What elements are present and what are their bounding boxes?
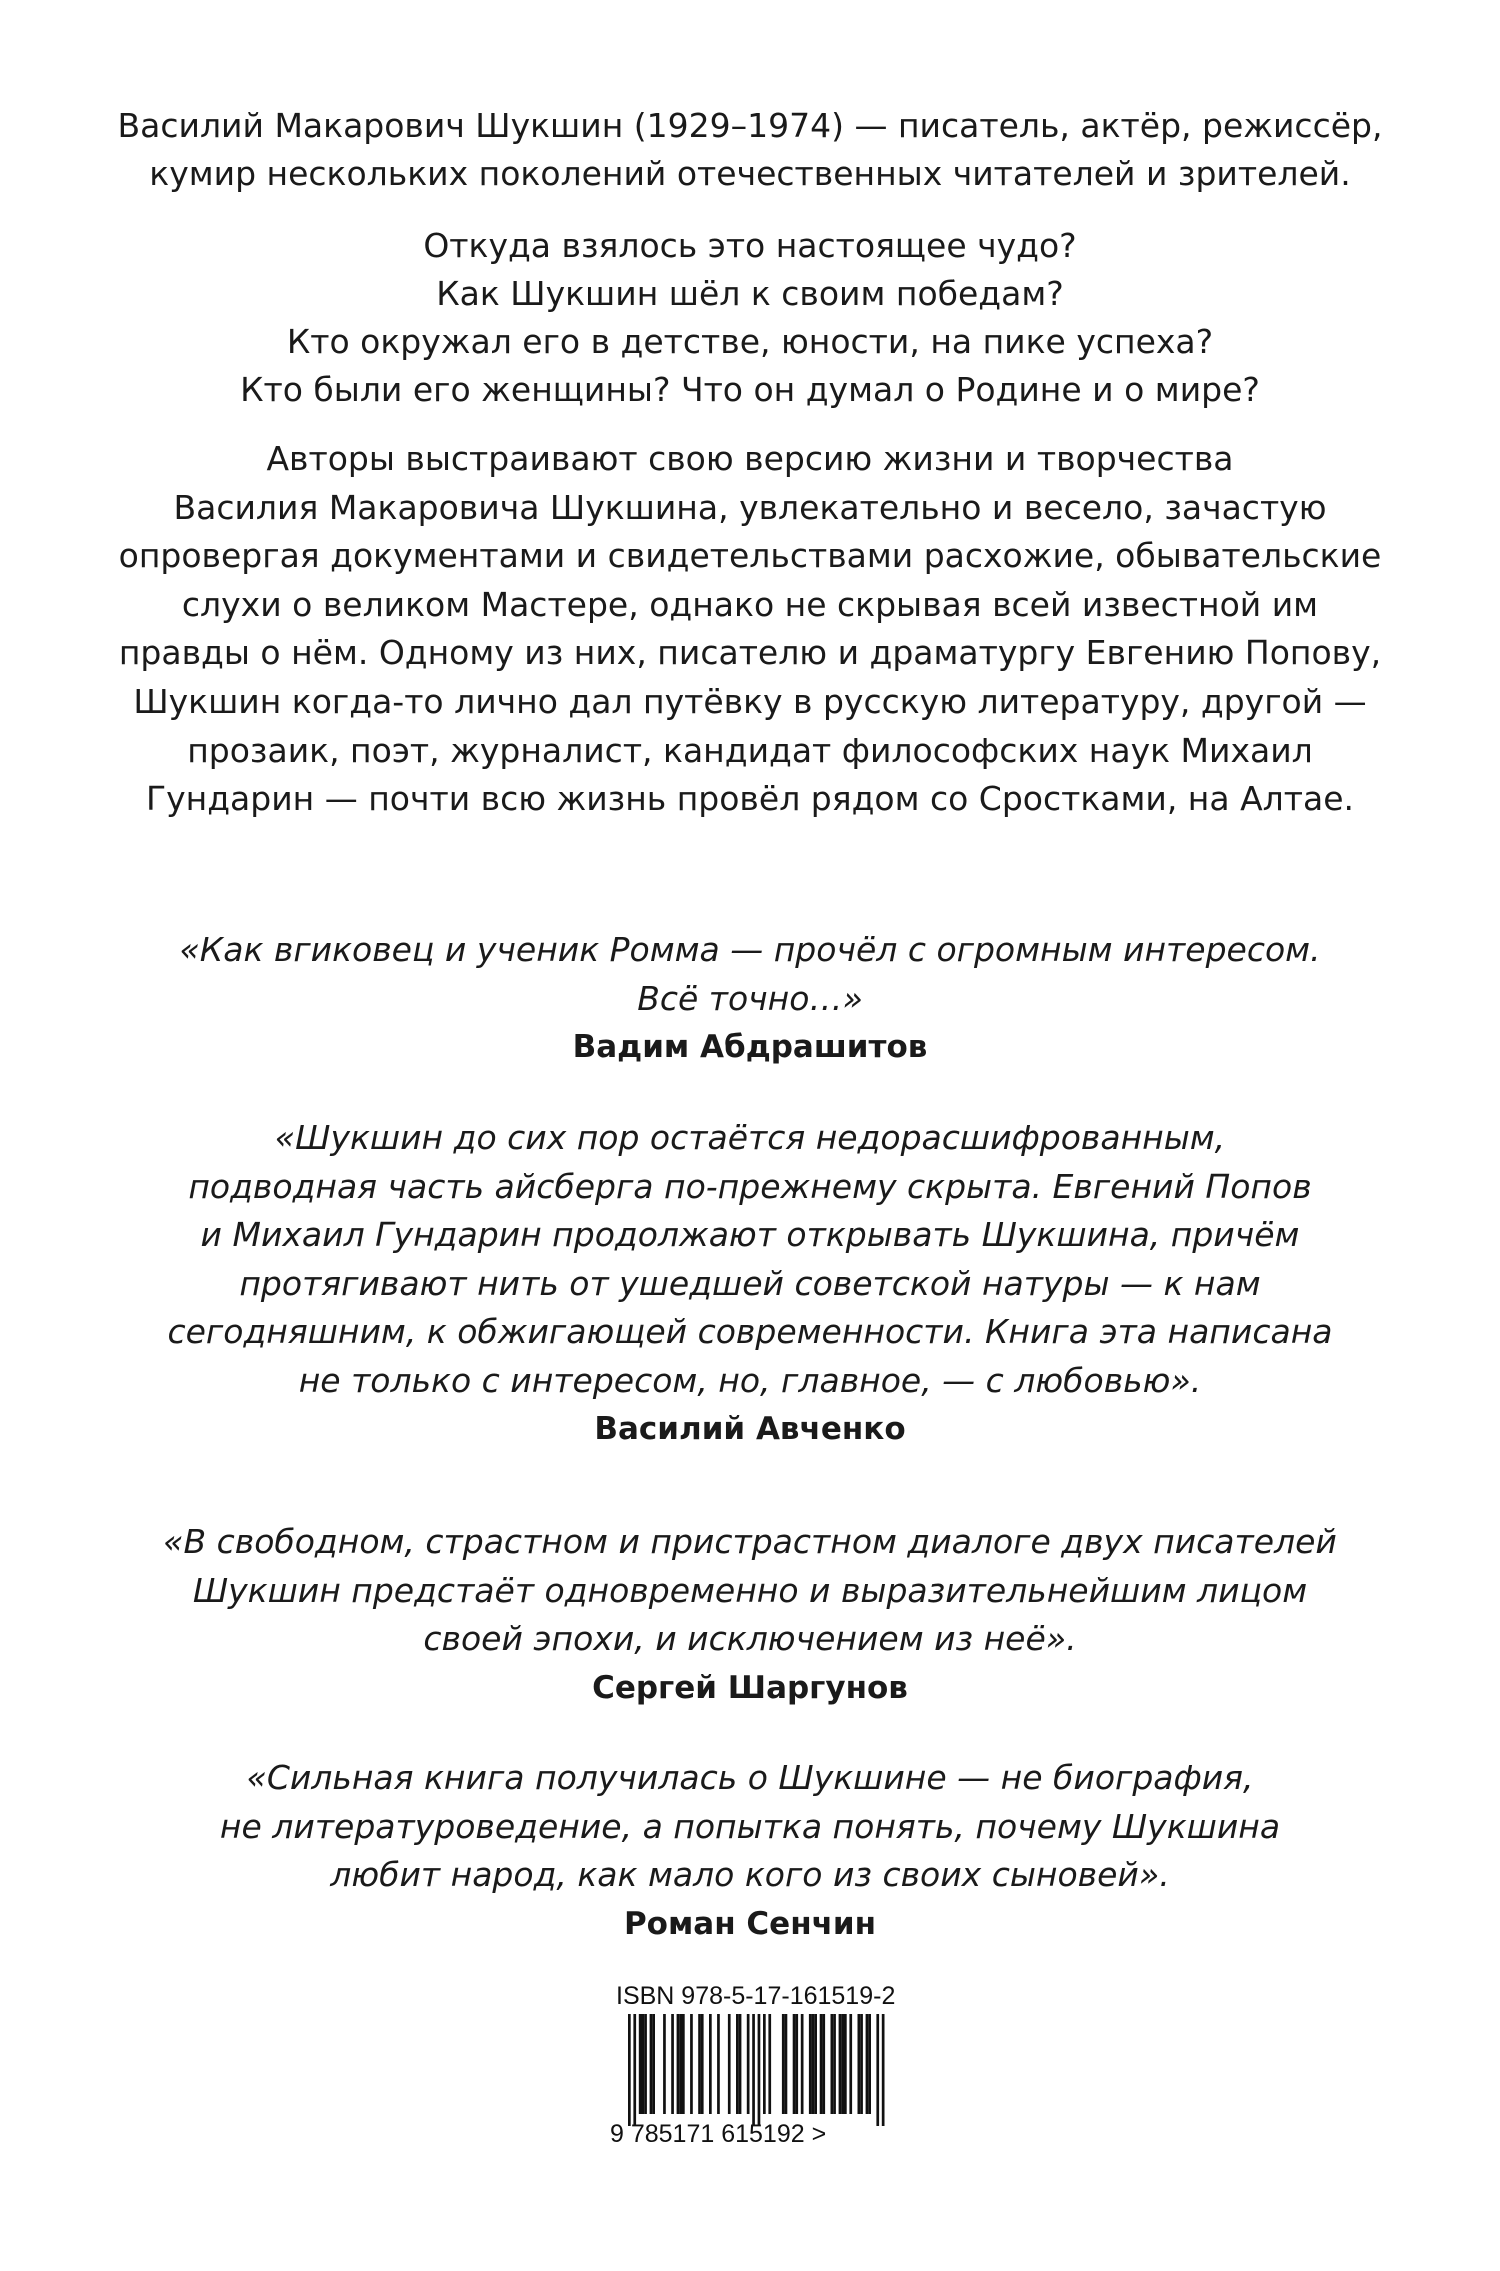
barcode-bar	[868, 2014, 871, 2114]
quote-line: «Сильная книга получилась о Шукшине — не биография,	[246, 1758, 1254, 1797]
quote-line: «Как вгиковец и ученик Ромма — прочёл с огромным интересом.	[179, 930, 1321, 969]
barcode-bar	[652, 2014, 655, 2114]
quote-line: подводная часть айсберга по-прежнему скрыта. Евгений Попов	[188, 1166, 1312, 1206]
review-senchin	[90, 1754, 1410, 1948]
isbn-barcode	[610, 1982, 910, 2172]
barcode-bar	[833, 2014, 836, 2114]
barcode-bar	[809, 2014, 812, 2114]
quote-line: не только с интересом, но, главное, — с любовью».	[298, 1360, 1202, 1400]
barcode-bar	[793, 2014, 796, 2114]
barcode-bar	[814, 2014, 817, 2114]
barcode-bar	[866, 2014, 869, 2114]
barcode-bar	[747, 2014, 750, 2114]
questions-paragraph	[90, 222, 1410, 414]
review-author: Василий Авченко	[594, 1411, 906, 1447]
quote-line: «Шукшин до сих пор остаётся недорасшифрованным,	[274, 1118, 1226, 1157]
barcode-bar	[679, 2014, 682, 2114]
barcode-bar	[795, 2014, 798, 2114]
review-author: Вадим Абдрашитов	[572, 1029, 928, 1065]
barcode-bar	[690, 2014, 693, 2114]
question-line: Кто окружал его в детстве, юности, на пике успеха?	[286, 322, 1214, 361]
barcode-bar	[758, 2014, 761, 2126]
review-author: Роман Сенчин	[623, 1905, 877, 1942]
barcode-bar	[820, 2014, 823, 2114]
question-line: Как Шукшин шёл к своим победам?	[436, 274, 1064, 313]
barcode-bar	[642, 2014, 645, 2114]
barcode-bar	[839, 2014, 842, 2114]
about-line: слухи о великом Мастере, однако не скрывая всей известной им	[181, 584, 1319, 624]
barcode-bar	[728, 2014, 731, 2114]
review-quote	[90, 1754, 1410, 1900]
barcode-bar	[663, 2014, 666, 2114]
quote-line: Всё точно…»	[637, 978, 863, 1018]
barcode-bar	[671, 2014, 674, 2114]
barcode-bar	[801, 2014, 804, 2114]
barcode-bar	[650, 2014, 653, 2114]
about-line: Шукшин когда-то лично дал путёвку в русскую литературу, другой —	[133, 681, 1367, 721]
quote-line: Шукшин предстаёт одновременно и выразительнейшим лицом	[192, 1570, 1308, 1610]
isbn-label: ISBN 978-5-17-161519-2	[616, 1982, 896, 2010]
barcode-bar	[698, 2014, 701, 2114]
intro-paragraph	[90, 102, 1410, 198]
quote-line: сегодняшним, к обжигающей современности. Книга эта написана	[167, 1312, 1333, 1351]
review-quote	[90, 926, 1410, 1023]
barcode-digits: 9 785171 615192 >	[610, 2120, 827, 2148]
question-line: Кто были его женщины? Что он думал о Родине и о мире?	[240, 370, 1260, 409]
barcode-bar	[752, 2014, 755, 2126]
quote-line: не литературоведение, а попытка понять, почему Шукшина	[219, 1806, 1281, 1846]
barcode-bar	[860, 2014, 863, 2114]
barcode-bar	[628, 2014, 631, 2126]
barcode-bar	[644, 2014, 647, 2114]
barcode-bar	[812, 2014, 815, 2114]
quote-line: своей эпохи, и исключением из неё».	[423, 1619, 1077, 1658]
intro-line: Василий Макарович Шукшин (1929–1974) — писатель, актёр, режиссёр,	[117, 106, 1383, 145]
question-line: Откуда взялось это настоящее чудо?	[423, 226, 1077, 265]
barcode-bar	[717, 2014, 720, 2114]
barcode-bar	[739, 2014, 742, 2114]
barcode-bar	[633, 2014, 636, 2126]
quote-line: любит народ, как мало кого из своих сыновей».	[330, 1855, 1170, 1894]
barcode-bar	[768, 2014, 771, 2114]
barcode-bar	[639, 2014, 642, 2114]
barcode-bar	[677, 2014, 680, 2114]
barcode-bar	[876, 2014, 879, 2126]
barcode-bar	[763, 2014, 766, 2114]
barcode-bar	[882, 2014, 885, 2126]
review-shargunov	[90, 1518, 1410, 1712]
quote-line: «В свободном, страстном и пристрастном диалоге двух писателей	[163, 1522, 1337, 1561]
review-author: Сергей Шаргунов	[592, 1669, 908, 1706]
barcode-bar	[701, 2014, 704, 2114]
barcode-bars	[610, 2014, 900, 2126]
barcode-bar	[831, 2014, 834, 2114]
review-abdrashitov	[90, 926, 1410, 1071]
barcode-bar	[785, 2014, 788, 2114]
barcode-bar	[682, 2014, 685, 2114]
barcode-bar	[782, 2014, 785, 2114]
about-line: прозаик, поэт, журналист, кандидат философских наук Михаил	[187, 730, 1313, 770]
barcode-bar	[709, 2014, 712, 2114]
barcode-bar	[822, 2014, 825, 2114]
barcode-bar	[858, 2014, 861, 2114]
about-line: правды о нём. Одному из них, писателю и драматургу Евгению Попову,	[118, 633, 1382, 673]
about-line: Авторы выстраивают свою версию жизни и творчества	[266, 439, 1234, 478]
barcode-bar	[736, 2014, 739, 2114]
about-line: Василия Макаровича Шукшина, увлекательно и весело, зачастую	[173, 487, 1327, 527]
review-avchenko	[90, 1114, 1410, 1453]
barcode-bar	[849, 2014, 852, 2114]
review-quote	[90, 1518, 1410, 1664]
quote-line: протягивают нить от ушедшей советской натуры — к нам	[239, 1263, 1261, 1303]
about-line: Гундарин — почти всю жизнь провёл рядом со Сростками, на Алтае.	[145, 779, 1354, 819]
barcode-bar	[841, 2014, 844, 2114]
intro-line: кумир нескольких поколений отечественных читателей и зрителей.	[149, 154, 1351, 193]
quote-line: и Михаил Гундарин продолжают открывать Шукшина, причём	[200, 1215, 1300, 1254]
about-line: опровергая документами и свидетельствами расхожие, обывательские	[118, 536, 1382, 576]
barcode-bar	[844, 2014, 847, 2114]
review-quote	[90, 1114, 1410, 1405]
about-paragraph	[90, 435, 1410, 824]
